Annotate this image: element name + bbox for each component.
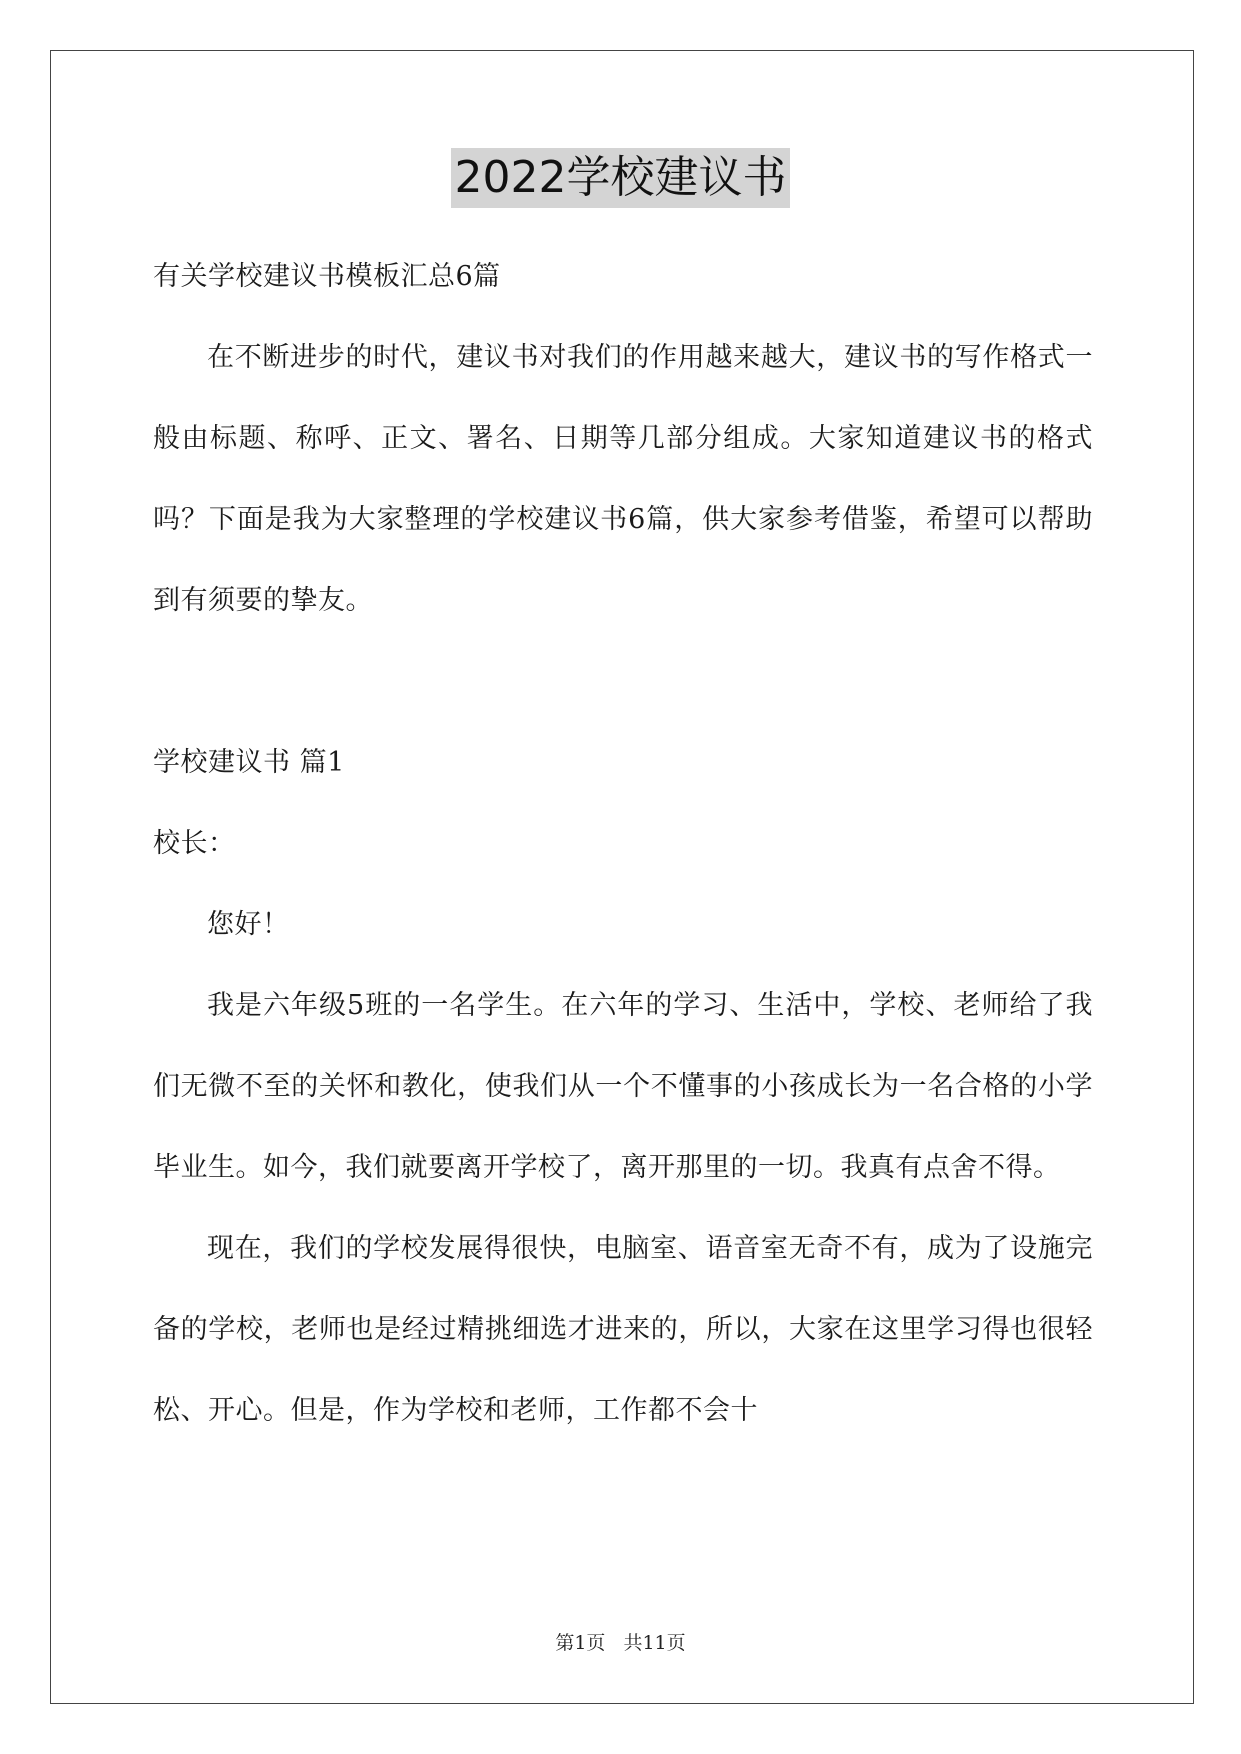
title-wrap xyxy=(0,148,1241,208)
page-footer xyxy=(0,1628,1241,1655)
section-gap xyxy=(153,641,1093,722)
document-title: 2022学校建议书 xyxy=(451,148,791,208)
body-paragraph-1: 我是六年级5班的一名学生。在六年的学习、生活中，学校、老师给了我们无微不至的关怀和教化，使我们从一个不懂事的小孩成长为一名合格的小学毕业生。如今，我们就要离开学校了，离开那里的一切。我真有点舍不得。 xyxy=(153,990,1093,1183)
intro-paragraph: 在不断进步的时代，建议书对我们的作用越来越大，建议书的写作格式一般由标题、称呼、正文、署名、日期等几部分组成。大家知道建议书的格式吗？下面是我为大家整理的学校建议书6篇，供大家参考借鉴，希望可以帮助到有须要的挚友。 xyxy=(153,342,1093,616)
body-paragraph-2: 现在，我们的学校发展得很快，电脑室、语音室无奇不有，成为了设施完备的学校，老师也是经过精挑细选才进来的，所以，大家在这里学习得也很轻松、开心。但是，作为学校和老师，工作都不会十 xyxy=(153,1233,1093,1426)
document-subtitle: 有关学校建议书模板汇总6篇 xyxy=(153,261,501,292)
section-heading: 学校建议书 篇1 xyxy=(153,747,345,778)
page-number: 第1页 xyxy=(555,1632,606,1654)
document-body xyxy=(153,236,1093,1451)
greeting: 您好！ xyxy=(207,909,290,940)
page-total: 共11页 xyxy=(623,1632,686,1654)
salutation: 校长： xyxy=(153,828,236,859)
